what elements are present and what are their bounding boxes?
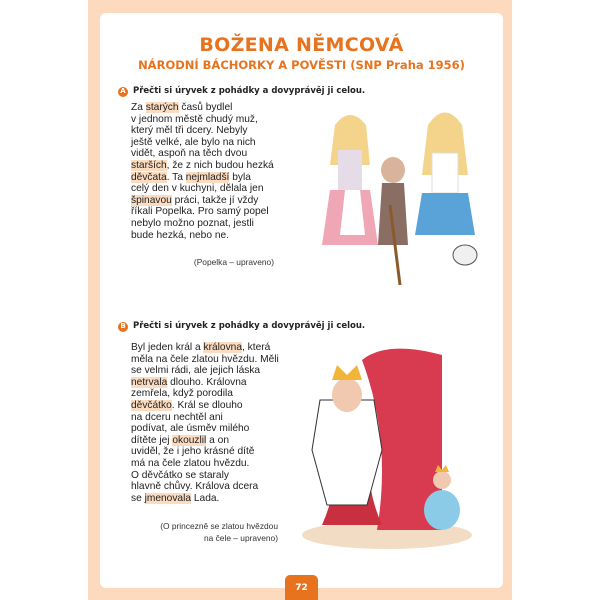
text-segment: O děvčátko se staraly bbox=[131, 469, 229, 481]
text-segment: se velmi rádi, ale jejich láska bbox=[131, 365, 261, 377]
story-line bbox=[131, 458, 279, 470]
king-princess-illustration bbox=[292, 340, 482, 550]
highlighted-word: špinavou bbox=[131, 194, 172, 206]
text-segment: práci, takže jí vždy bbox=[171, 194, 259, 206]
text-segment: hlavně chůvy. Králova dcera bbox=[131, 481, 259, 493]
text-segment: uviděl, že i jeho krásné dítě bbox=[131, 446, 255, 458]
page-number: 72 bbox=[285, 575, 318, 600]
story-line bbox=[131, 493, 279, 505]
story-line bbox=[131, 148, 274, 160]
story-line bbox=[131, 137, 274, 149]
text-segment: dítěte jej bbox=[131, 434, 173, 446]
story-line bbox=[131, 435, 279, 447]
story-line bbox=[131, 481, 279, 493]
text-segment: který měl tři dcery. Nebyly bbox=[131, 125, 248, 137]
highlighted-word: starých bbox=[145, 102, 179, 113]
text-segment: vidět, aspoň na těch dvou bbox=[131, 148, 248, 160]
story-line bbox=[131, 446, 279, 458]
text-segment: . Ta bbox=[166, 171, 186, 183]
text-segment: ještě velké, ale bylo na nich bbox=[131, 136, 256, 148]
text-segment: . Král se dlouho bbox=[171, 399, 243, 411]
story-b-source-line1: (O princezně se zlatou hvězdou bbox=[160, 521, 278, 531]
story-line bbox=[131, 114, 274, 126]
story-a-text bbox=[131, 102, 274, 241]
story-line bbox=[131, 218, 274, 230]
story-line bbox=[131, 354, 279, 366]
text-segment: nebylo možno poznat, jestli bbox=[131, 217, 254, 229]
text-segment: , která bbox=[242, 342, 271, 353]
cinderella-illustration bbox=[290, 95, 490, 295]
story-b-source bbox=[130, 520, 278, 544]
story-line bbox=[131, 423, 279, 435]
story-line bbox=[131, 377, 279, 389]
story-line bbox=[131, 365, 279, 377]
story-line bbox=[131, 412, 279, 424]
task-b-instruction: Přečti si úryvek z pohádky a dovyprávěj ji celou. bbox=[133, 321, 366, 331]
highlighted-word: netrvala bbox=[131, 376, 168, 388]
story-line bbox=[131, 230, 274, 242]
text-segment: Lada. bbox=[191, 492, 220, 504]
text-segment: Byl jeden král a bbox=[131, 342, 204, 353]
highlighted-word: starších bbox=[131, 159, 167, 171]
text-segment: na dceru nechtěl ani bbox=[131, 411, 223, 423]
text-segment: , že z nich budou hezká bbox=[166, 159, 274, 171]
text-segment: má na čele zlatou hvězdu. bbox=[131, 457, 250, 469]
page-subtitle: NÁRODNÍ BÁCHORKY A POVĚSTI (SNP Praha 1956) bbox=[138, 58, 465, 72]
text-segment: dlouho. Královna bbox=[167, 376, 247, 388]
task-badge-b: B bbox=[118, 322, 128, 332]
story-line bbox=[131, 206, 274, 218]
highlighted-word: děvčátko bbox=[131, 399, 172, 411]
text-segment: bude hezká, nebo ne. bbox=[131, 229, 229, 241]
task-b bbox=[118, 321, 365, 332]
page-title: BOŽENA NĚMCOVÁ bbox=[199, 34, 404, 56]
story-line bbox=[131, 160, 274, 172]
highlighted-word: jmenovala bbox=[144, 492, 192, 504]
highlighted-word: okouzlil bbox=[172, 434, 207, 446]
text-segment: zemřela, když porodila bbox=[131, 388, 233, 400]
text-segment: říkali Popelka. Pro samý popel bbox=[131, 206, 269, 218]
story-line bbox=[131, 400, 279, 412]
text-segment: měla na čele zlatou hvězdu. Měli bbox=[131, 353, 279, 365]
story-a-source: (Popelka – upraveno) bbox=[193, 257, 274, 267]
task-a-instruction: Přečti si úryvek z pohádky a dovyprávěj ji celou. bbox=[133, 86, 366, 96]
story-line bbox=[131, 470, 279, 482]
text-segment: časů bydlel bbox=[178, 102, 233, 113]
task-badge-a: A bbox=[118, 87, 128, 97]
story-line bbox=[131, 102, 274, 114]
text-segment: se bbox=[131, 492, 145, 504]
highlighted-word: nejmladší bbox=[185, 171, 230, 183]
text-segment: v jednom městě chudý muž, bbox=[131, 113, 258, 125]
story-line bbox=[131, 172, 274, 184]
story-line bbox=[131, 125, 274, 137]
highlighted-word: děvčata bbox=[131, 171, 167, 183]
text-segment: Za bbox=[131, 102, 146, 113]
highlighted-word: královna bbox=[203, 342, 242, 353]
story-b-source-line2: na čele – upraveno) bbox=[203, 533, 278, 543]
story-line bbox=[131, 183, 274, 195]
text-segment: celý den v kuchyni, dělala jen bbox=[131, 183, 264, 195]
story-line bbox=[131, 195, 274, 207]
story-line bbox=[131, 388, 279, 400]
story-b-text bbox=[131, 342, 279, 504]
text-segment: podívat, ale úsměv milého bbox=[131, 423, 250, 435]
story-line bbox=[131, 342, 279, 354]
text-segment: byla bbox=[229, 171, 251, 183]
text-segment: a on bbox=[206, 434, 229, 446]
